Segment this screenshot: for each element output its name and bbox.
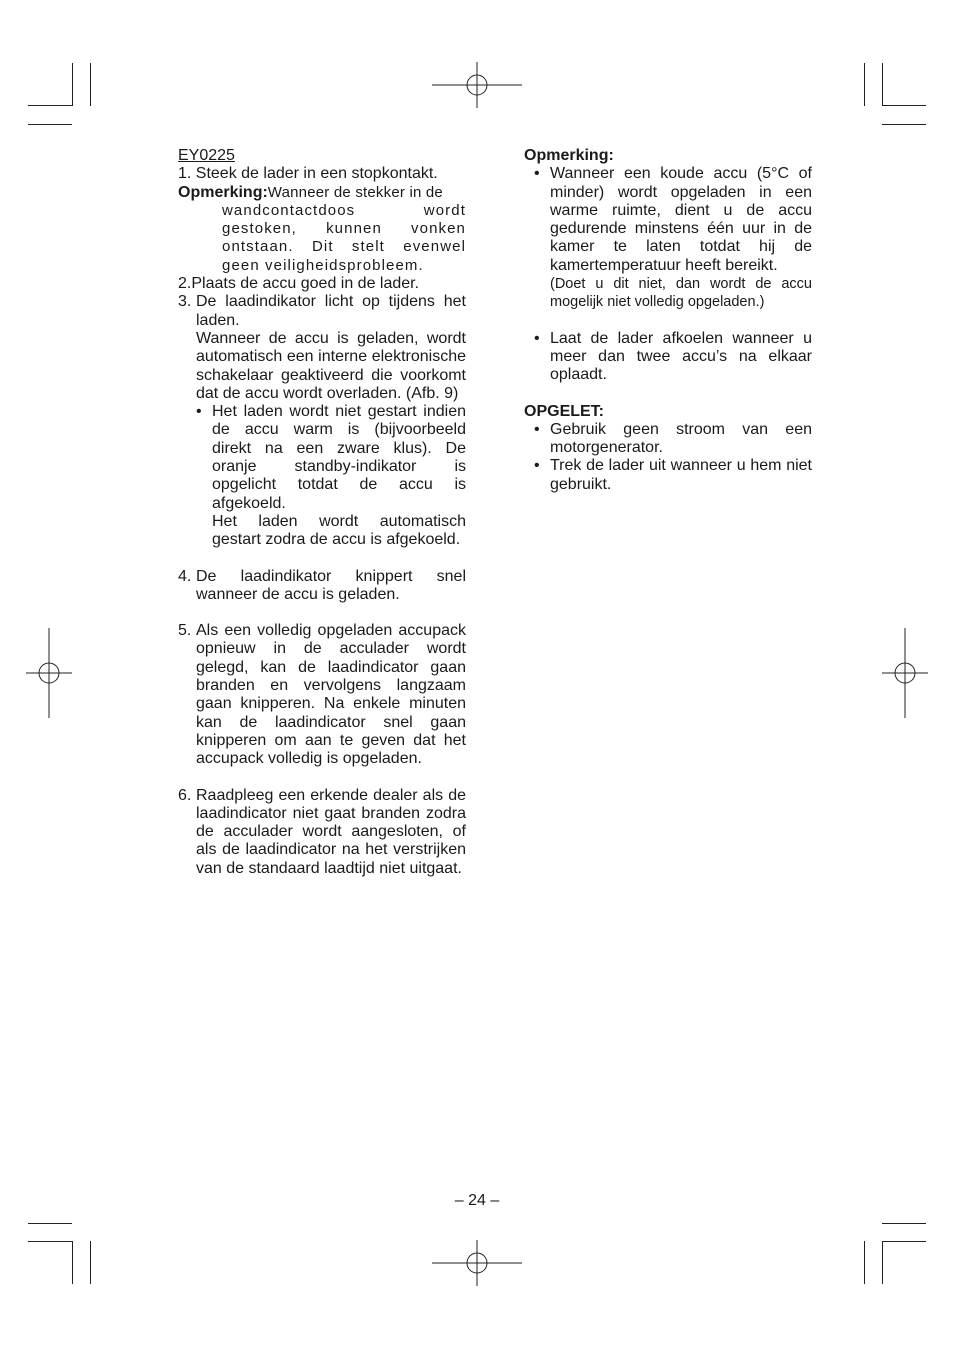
- right-column: [524, 147, 812, 494]
- step-5: 5. Als een volledig opgeladen accupack opnieuw in de acculader wordt gelegd, kan de laadindicator gaan branden en vervolgens langzaam gaan knipperen. Na enkele minuten kan de laadindicator snel gaan knipperen om aan te geven dat het accupack volledig is opgeladen.: [178, 622, 466, 768]
- left-column: [178, 147, 466, 878]
- crop-mark: [882, 124, 926, 125]
- bullet-icon: •: [534, 420, 540, 438]
- bullet-text: Gebruik geen stroom van een motorgenerator.: [550, 420, 812, 457]
- registration-mark-icon: [432, 1240, 522, 1286]
- crop-mark: [28, 1223, 72, 1224]
- bullet-text: Het laden wordt niet gestart indien de accu warm is (bijvoorbeeld direkt na een zware klus). De oranje standby-indikator is opgelicht totdat de accu is afgekoeld.: [212, 403, 466, 512]
- registration-mark-icon: [432, 62, 522, 108]
- step-4: 4. De laadindikator knippert snel wanneer de accu is geladen.: [178, 567, 466, 603]
- step-6-text: Raadpleeg een erkende dealer als de laadindicator niet gaat branden zodra de acculader wordt aangesloten, of als de laadindicator na het verstrijken van de standaard laadtijd niet uitgaat.: [196, 786, 466, 877]
- note-bullet-1: [524, 165, 812, 311]
- step-3-bullet: [196, 403, 466, 549]
- step-1: 1. Steek de lader in een stopkontakt.: [178, 165, 438, 183]
- crop-mark: [28, 105, 72, 106]
- crop-mark: [882, 63, 883, 106]
- step-2: 2.Plaats de accu goed in de lader.: [178, 275, 420, 293]
- note-bullet-2: [524, 330, 812, 385]
- note-heading: Opmerking:: [524, 147, 614, 164]
- note-label: Opmerking:: [178, 183, 268, 201]
- crop-mark: [28, 124, 72, 125]
- caution-bullet-1: [524, 421, 812, 458]
- caution-heading: OPGELET:: [524, 402, 605, 420]
- crop-mark: [882, 1241, 883, 1284]
- registration-mark-icon: [882, 628, 928, 718]
- bullet-text-note: (Doet u dit niet, dan wordt de accu mogelijk niet volledig opgeladen.): [550, 276, 812, 311]
- step-6: 6. Raadpleeg een erkende dealer als de laadindicator niet gaat branden zodra de acculader wordt aangesloten, of als de laadindicator na het verstrijken van de standaard laadtijd niet uitgaat.: [178, 786, 466, 877]
- crop-mark: [864, 63, 865, 106]
- crop-mark: [90, 63, 91, 106]
- step-3-detail: Wanneer de accu is geladen, wordt automatisch een interne elektronische schakelaar geaktiveerd die voorkomt dat de accu wordt overladen. (Afb. 9): [196, 329, 466, 402]
- bullet-text: Het laden wordt automatisch gestart zodra de accu is afgekoeld.: [212, 512, 466, 549]
- note-text-first: Wanneer de stekker in de: [267, 183, 443, 201]
- note-block: [178, 184, 466, 275]
- crop-mark: [882, 1241, 926, 1242]
- crop-mark: [864, 1241, 865, 1284]
- page-number: – 24 –: [454, 1192, 500, 1209]
- note-text-rest: wandcontactdoos wordt gestoken, kunnen vonken ontstaan. Dit stelt evenwel geen veiligheidsprobleem.: [222, 201, 466, 274]
- bullet-text: Laat de lader afkoelen wanneer u meer dan twee accu’s na elkaar oplaadt.: [550, 329, 812, 384]
- step-5-text: Als een volledig opgeladen accupack opnieuw in de acculader wordt gelegd, kan de laadindicator gaan branden en vervolgens langzaam gaan knipperen. Na enkele minuten kan de laadindicator snel gaan knipperen om aan te geven dat het accupack volledig is opgeladen.: [196, 622, 466, 768]
- step-4-text: De laadindikator knippert snel wanneer de accu is geladen.: [196, 567, 466, 603]
- bullet-icon: •: [534, 457, 540, 475]
- caution-bullet-2: [524, 457, 812, 494]
- registration-mark-icon: [26, 628, 72, 718]
- bullet-icon: •: [534, 329, 540, 347]
- bullet-icon: •: [196, 403, 202, 421]
- crop-mark: [72, 63, 73, 106]
- step-3-text: De laadindikator licht op tijdens het laden.: [196, 293, 466, 329]
- bullet-text: Trek de lader uit wanneer u hem niet gebruikt.: [550, 457, 812, 493]
- step-3: 3. De laadindikator licht op tijdens het laden. Wanneer de accu is geladen, wordt automatisch een interne elektronische schakelaar geaktiveerd die voorkomt dat de accu wordt overladen. (Afb. 9) • Het laden wordt niet gestart indien de accu warm is (bijvoorbeeld direkt na een zware klus). De oranje standby-indikator is opgelicht totdat de accu is afgekoeld. Het laden wordt automatisch gestart zodra de accu is afgekoeld.: [178, 293, 466, 549]
- crop-mark: [90, 1241, 91, 1284]
- crop-mark: [882, 105, 926, 106]
- crop-mark: [28, 1241, 72, 1242]
- bullet-text: Wanneer een koude accu (5°C of minder) wordt opgeladen in een warme ruimte, dient u de accu gedurende minstens één uur in de kamer te laten totdat hij de kamertemperatuur heeft bereikt.: [550, 165, 812, 274]
- crop-mark: [72, 1241, 73, 1284]
- model-number: EY0225: [178, 147, 235, 164]
- crop-mark: [882, 1223, 926, 1224]
- bullet-icon: •: [534, 165, 540, 183]
